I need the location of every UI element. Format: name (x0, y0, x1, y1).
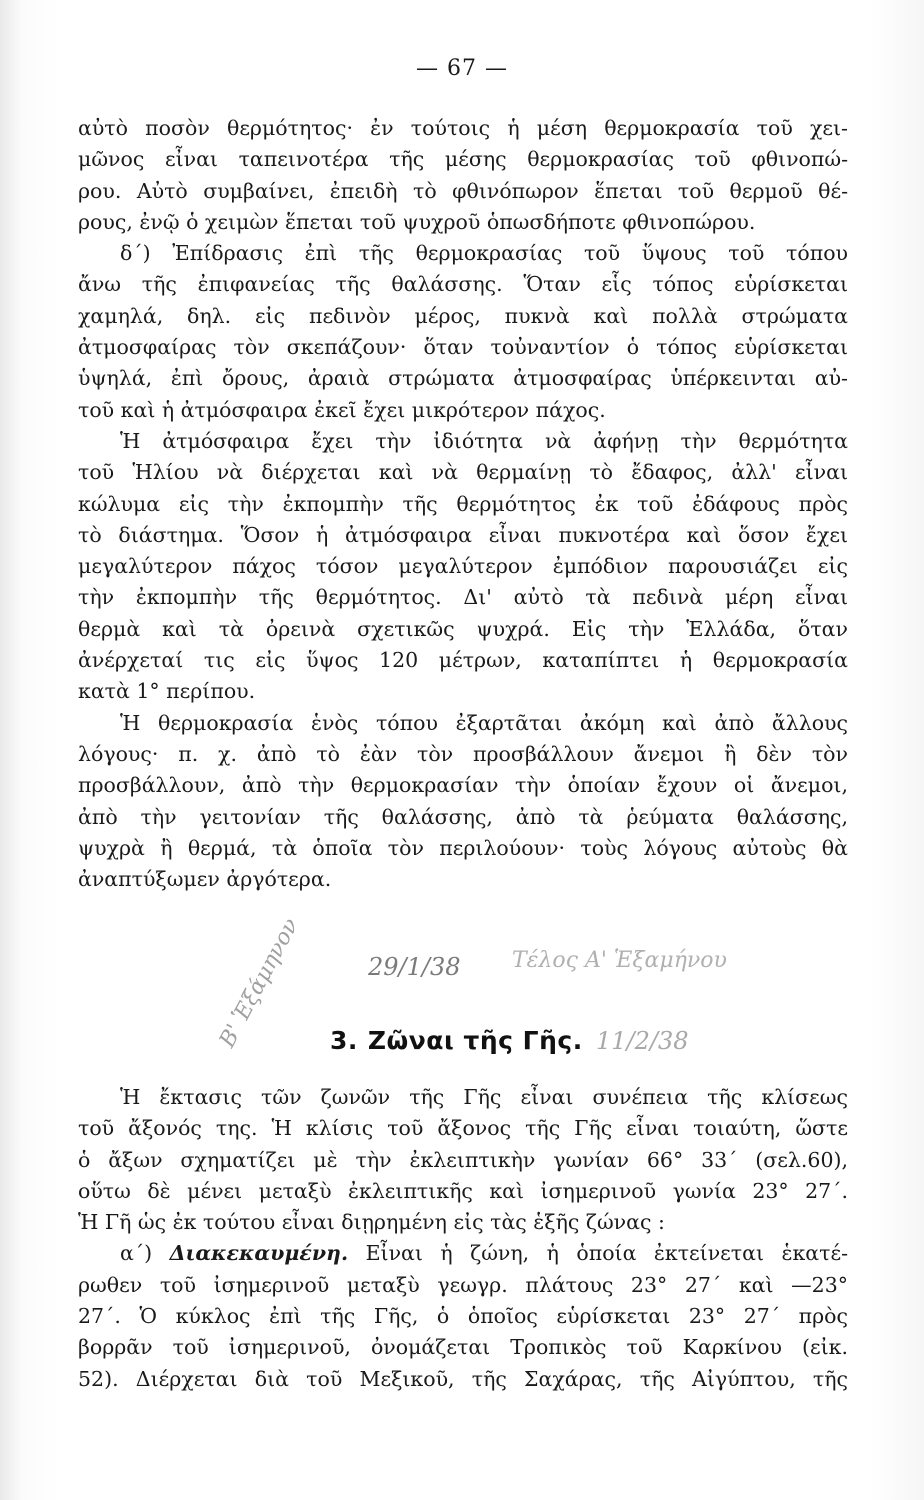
text-line: δ΄) Ἐπίδρασις ἐπὶ τῆς θερμοκρασίας τοῦ ὕψους τοῦ τόπου (120, 241, 848, 266)
text-line: ὑψηλά, ἐπὶ ὄρους, ἀραιὰ στρώματα ἀτμοσφαίρας ὑπέρκεινται αὐ- (78, 366, 848, 391)
page-number: — 67 — (416, 56, 508, 81)
main-text-upper (78, 113, 848, 895)
text-line: τοῦ ἄξονός της. Ἡ κλίσις τοῦ ἄξονος τῆς Γῆς εἶναι τοιαύτη, ὥστε (78, 1116, 848, 1141)
section-heading (330, 1026, 583, 1055)
handwritten-date: 29/1/38 (368, 953, 461, 981)
text-line: τὴν ἐκπομπὴν τῆς θερμότητος. Δι' αὐτὸ τὰ πεδινὰ μέρη εἶναι (78, 585, 848, 610)
term-name: Διακεκαυμένη. (169, 1241, 349, 1266)
text-line: Ἡ θερμοκρασία ἑνὸς τόπου ἐξαρτᾶται ἀκόμη καὶ ἀπὸ ἄλλους (120, 710, 848, 735)
text-line: ρωθεν τοῦ ἰσημερινοῦ μεταξὺ γεωγρ. πλάτους 23° 27΄ καὶ —23° (78, 1272, 848, 1297)
section-number: 3. (330, 1026, 358, 1055)
text-line: τοῦ καὶ ἡ ἀτμόσφαιρα ἐκεῖ ἔχει μικρότερον πάχος. (78, 397, 606, 422)
text-line: κατὰ 1° περίπου. (78, 679, 256, 704)
text-line: 27΄. Ὁ κύκλος ἐπὶ τῆς Γῆς, ὁ ὁποῖος εὑρίσκεται 23° 27΄ πρὸς (78, 1304, 848, 1329)
handwritten-note: Τέλος Α' Ἑξαμήνου (512, 948, 727, 973)
text-line: ἀπὸ τὴν γειτονίαν τῆς θαλάσσης, ἀπὸ τὰ ῥεύματα θαλάσσης, (78, 804, 848, 829)
text-line-with-term (78, 1238, 848, 1269)
list-marker: α΄) (120, 1241, 153, 1266)
main-text-lower (78, 1082, 848, 1395)
handwritten-date: 11/2/38 (596, 1027, 689, 1055)
term-definition-start: Εἶναι ἡ ζώνη, ἡ ὁποία ἐκτείνεται ἑκατέ- (365, 1241, 848, 1266)
handwritten-margin-note: Β' Ἑξάμηνον (215, 914, 304, 1052)
text-line: τὸ διάστημα. Ὅσον ἡ ἀτμόσφαιρα εἶναι πυκνοτέρα καὶ ὅσον ἔχει (78, 522, 848, 547)
text-line: ρου. Αὐτὸ συμβαίνει, ἐπειδὴ τὸ φθινόπωρον ἕπεται τοῦ θερμοῦ θέ- (78, 178, 848, 203)
text-line: ρους, ἐνῷ ὁ χειμὼν ἕπεται τοῦ ψυχροῦ ὁπωσδήποτε φθινοπώρου. (78, 209, 756, 234)
text-line: ἀτμοσφαίρας τὸν σκεπάζουν· ὅταν τοὐναντίον ὁ τόπος εὑρίσκεται (78, 335, 848, 360)
text-line: οὕτω δὲ μένει μεταξὺ ἐκλειπτικῆς καὶ ἰσημερινοῦ γωνία 23° 27΄. (78, 1178, 848, 1203)
text-line: λόγους· π. χ. ἀπὸ τὸ ἐὰν τὸν προσβάλλουν ἄνεμοι ἢ δὲν τὸν (78, 741, 848, 766)
text-line: ἀναπτύξωμεν ἀργότερα. (78, 867, 332, 892)
text-line: Ἡ Γῆ ὡς ἐκ τούτου εἶναι διῃρημένη εἰς τὰς ἑξῆς ζώνας : (78, 1210, 665, 1235)
text-line: προσβάλλουν, ἀπὸ τὴν θερμοκρασίαν τὴν ὁποίαν ἔχουν οἱ ἄνεμοι, (78, 773, 848, 798)
text-line: μεγαλύτερον πάχος τόσον μεγαλύτερον ἐμπόδιον παρουσιάζει εἰς (78, 554, 848, 579)
text-line: τοῦ Ἡλίου νὰ διέρχεται καὶ νὰ θερμαίνῃ τὸ ἔδαφος, ἀλλ' εἶναι (78, 460, 848, 485)
text-line: ψυχρὰ ἢ θερμά, τὰ ὁποῖα τὸν περιλούουν· τοὺς λόγους αὐτοὺς θὰ (78, 835, 848, 860)
section-title: Ζῶναι τῆς Γῆς. (367, 1026, 583, 1055)
text-line: ὁ ἄξων σχηματίζει μὲ τὴν ἐκλειπτικὴν γωνίαν 66° 33΄ (σελ.60), (78, 1147, 848, 1172)
text-line: κώλυμα εἰς τὴν ἐκπομπὴν τῆς θερμότητος ἐκ τοῦ ἐδάφους πρὸς (78, 491, 848, 516)
text-line: ἀνέρχεταί τις εἰς ὕψος 120 μέτρων, καταπίπτει ἡ θερμοκρασία (78, 648, 848, 673)
text-line: μῶνος εἶναι ταπεινοτέρα τῆς μέσης θερμοκρασίας τοῦ φθινοπώ- (78, 147, 848, 172)
text-line: αὐτὸ ποσὸν θερμότητος· ἐν τούτοις ἡ μέση θερμοκρασία τοῦ χει- (78, 116, 848, 140)
text-line: ἄνω τῆς ἐπιφανείας τῆς θαλάσσης. Ὅταν εἷς τόπος εὑρίσκεται (78, 272, 848, 297)
text-line: 52). Διέρχεται διὰ τοῦ Μεξικοῦ, τῆς Σαχάρας, τῆς Αἰγύπτου, τῆς (78, 1366, 848, 1391)
text-line: Ἡ ἔκτασις τῶν ζωνῶν τῆς Γῆς εἶναι συνέπεια τῆς κλίσεως (120, 1085, 848, 1109)
text-line: χαμηλά, δηλ. εἰς πεδινὸν μέρος, πυκνὰ καὶ πολλὰ στρώματα (78, 303, 848, 328)
text-line: Ἡ ἀτμόσφαιρα ἔχει τὴν ἰδιότητα νὰ ἀφήνῃ τὴν θερμότητα (120, 428, 848, 453)
text-line: θερμὰ καὶ τὰ ὀρεινὰ σχετικῶς ψυχρά. Εἰς τὴν Ἑλλάδα, ὅταν (78, 616, 848, 641)
text-line: βορρᾶν τοῦ ἰσημερινοῦ, ὀνομάζεται Τροπικὸς τοῦ Καρκίνου (εἰκ. (78, 1335, 848, 1360)
